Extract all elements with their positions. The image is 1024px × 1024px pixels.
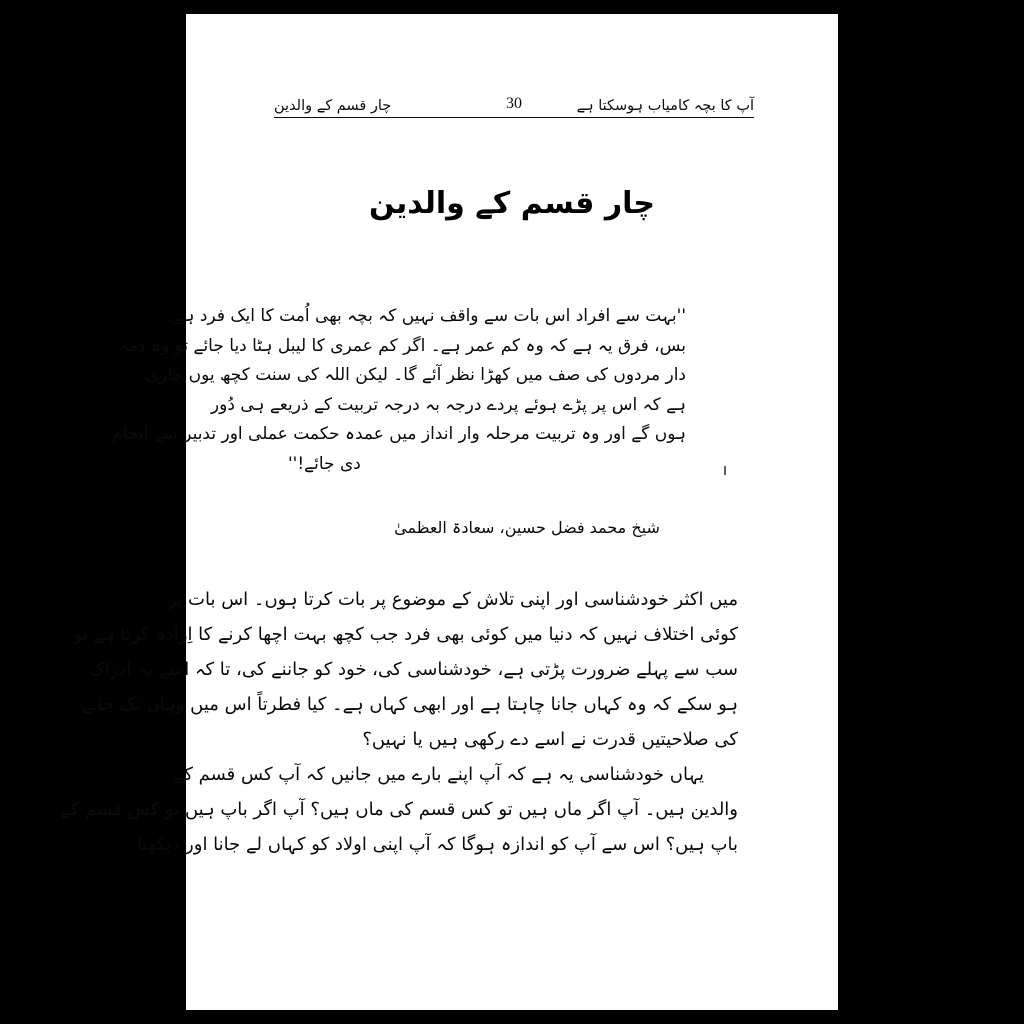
paragraph bbox=[60, 757, 738, 862]
quote-line: ہوں گے اور وہ تربیت مرحلہ وار انداز میں عمدہ حکمت عملی اور تدبیر سے انجام bbox=[112, 424, 686, 444]
body-line: یہاں خودشناسی یہ ہے کہ آپ اپنے بارے میں جانیں کہ آپ کس قسم کے bbox=[173, 764, 704, 785]
chapter-heading: چار قسم کے والدین bbox=[369, 186, 655, 222]
paragraph bbox=[73, 582, 738, 757]
header-book-title: آپ کا بچہ کامیاب ہوسکتا ہے bbox=[576, 98, 754, 115]
body-line: سب سے پہلے ضرورت پڑتی ہے، خودشناسی کی، خود کو جاننے کی، تا کہ اسے یہ ادراک bbox=[88, 659, 738, 680]
body-line: والدین ہیں۔ آپ اگر ماں ہیں تو کس قسم کی ماں ہیں؟ آپ اگر باپ ہیں تو کس قسم کے bbox=[60, 799, 738, 820]
header-rule bbox=[274, 117, 754, 118]
quote-line: ہے کہ اس پر پڑے ہوئے پردے درجہ بہ درجہ تربیت کے ذریعے ہی دُور bbox=[210, 394, 686, 415]
body-line: کی صلاحیتیں قدرت نے اسے دے رکھی ہیں یا نہیں؟ bbox=[362, 729, 738, 750]
body-line: کوئی اختلاف نہیں کہ دنیا میں کوئی بھی فرد جب کچھ بہت اچھا کرنے کا اِرادہ کرتا ہے تو bbox=[73, 624, 738, 645]
running-header bbox=[274, 80, 754, 118]
quote-line: دی جائے!'' bbox=[288, 453, 361, 474]
quote-line: ''بہت سے افراد اس بات سے واقف نہیں کہ بچہ بھی اُمت کا ایک فرد ہے۔ bbox=[164, 306, 686, 326]
body-line: باپ ہیں؟ اس سے آپ کو اندازہ ہوگا کہ آپ اپنی اولاد کو کہاں لے جانا اور دیکھنا bbox=[137, 834, 738, 855]
page-number: 30 bbox=[506, 95, 522, 112]
quote-attribution: شیخ محمد فضل حسین، سعادۃ العظمیٰ bbox=[394, 518, 660, 537]
ink-speck bbox=[724, 466, 726, 475]
header-chapter-title: چار قسم کے والدین bbox=[274, 98, 392, 115]
body-text bbox=[60, 582, 738, 862]
quote-line: دار مردوں کی صف میں کھڑا نظر آئے گا۔ لیکن اللہ کی سنت کچھ یوں جاری bbox=[146, 365, 686, 385]
body-line: ہو سکے کہ وہ کہاں جانا چاہتا ہے اور ابھی کہاں ہے۔ کیا فطرتاً اس میں وہاں تک جانے bbox=[81, 694, 738, 715]
quote-line: بس، فرق یہ ہے کہ وہ کم عمر ہے۔ اگر کم عمری کا لیبل ہٹا دیا جائے تو وہ ذمہ bbox=[118, 335, 686, 356]
epigraph-quote bbox=[112, 302, 686, 479]
body-line: میں اکثر خودشناسی اور اپنی تلاش کے موضوع پر بات کرتا ہوں۔ اس بات پر bbox=[167, 589, 738, 610]
book-page-sheet bbox=[60, 14, 838, 1010]
